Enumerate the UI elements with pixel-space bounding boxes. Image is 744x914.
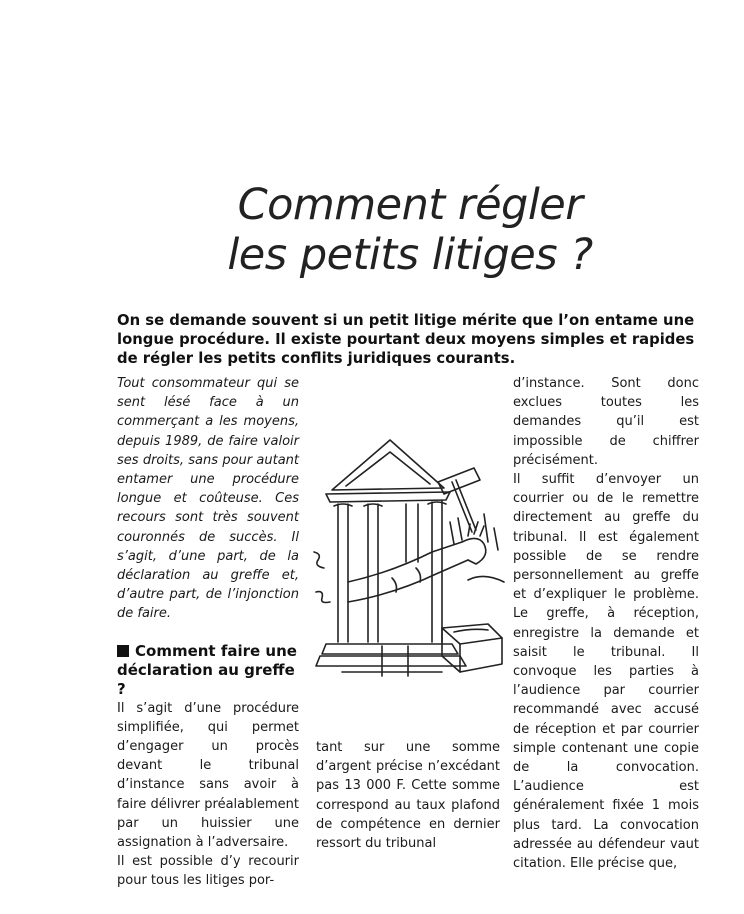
body-paragraph-2-start: Il est possible d’y recourir pour tous les litiges por- (117, 854, 299, 889)
courthouse-gavel-icon (312, 432, 508, 694)
body-paragraph-1: Il s’agit d’une procédure simplifiée, qui permet d’engager un procès devant le tribunal d’instance sans avoir à faire délivrer préalablement par un huissier une assignation à l’adversaire. (117, 700, 299, 851)
column-right (513, 374, 699, 873)
intro-paragraph: Tout consommateur qui se sent lésé face à un commerçant a les moyens, depuis 1989, de faire valoir ses droits, sans pour autant entamer une procédure longue et coûteuse. Ces recours sont très souvent couronnés de succès. Il s’agit, d’une part, de la déclaration au greffe et, d’autre part, de l’injonction de faire. (117, 376, 299, 622)
title-line-1: Comment régler (237, 180, 583, 230)
body-paragraph-2-end: d’instance. Sont donc exclues toutes les demandes qu’il est impossible de chiffrer précisément. (513, 376, 699, 468)
article-title (200, 180, 620, 280)
column-middle (316, 738, 500, 853)
body-paragraph-3: Il suffit d’envoyer un courrier ou de le remettre directement au greffe du tribunal. Il est également possible de se rendre personnellement au greffe et d’expliquer le problème. Le greffe, à réception, enregistre la demande et saisit le tribunal. Il convoque les parties à l’audience par courrier recommandé avec accusé de réception et par courrier simple contenant une copie de la convocation. L’audience est généralement fixée 1 mois plus tard. La convocation adressée au défendeur vaut citation. Elle précise que, (513, 472, 699, 872)
section-heading-text: Comment faire une déclaration au greffe ? (117, 641, 297, 698)
lead-paragraph: On se demande souvent si un petit litige mérite que l’on entame une longue procédure. Il existe pourtant deux moyens simples et rapides de régler les petits conflits juridiques courants. (117, 311, 695, 367)
square-bullet-icon (117, 645, 129, 657)
column-left (117, 374, 299, 891)
section-heading (117, 642, 299, 699)
title-line-2: les petits litiges ? (227, 230, 593, 280)
body-paragraph-2-middle: tant sur une somme d’argent précise n’excédant pas 13 000 F. Cette somme correspond au taux plafond de compétence en dernier ressort du tribunal (316, 740, 500, 852)
